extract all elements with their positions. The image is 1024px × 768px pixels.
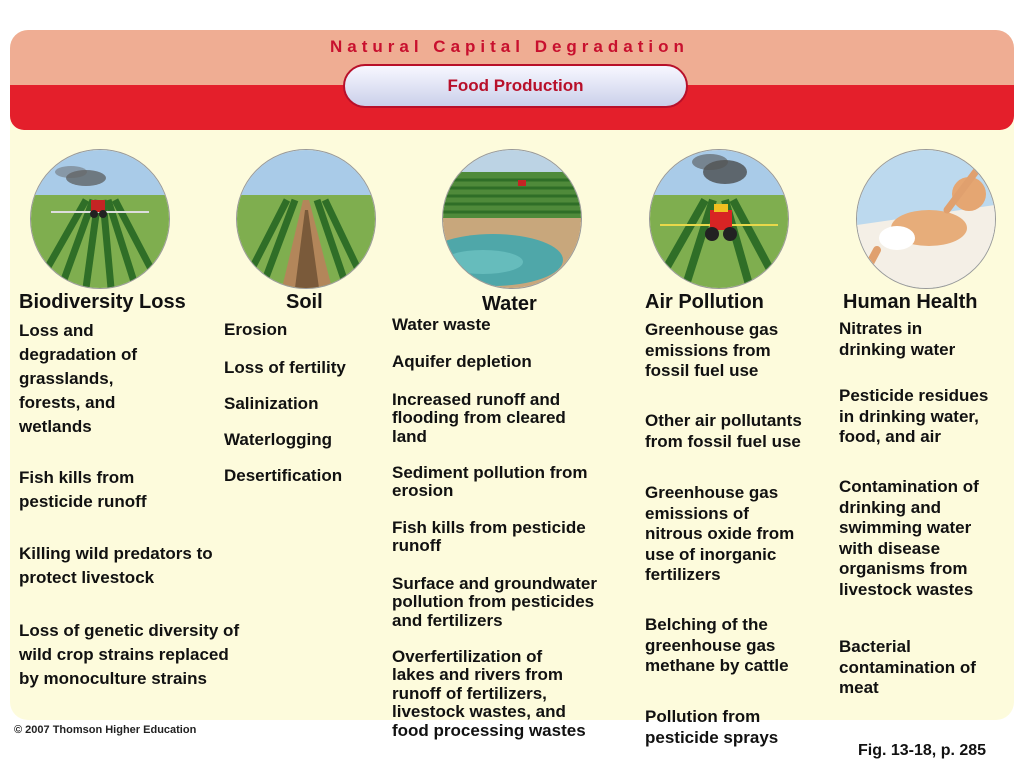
column-heading-health: Human Health xyxy=(843,291,978,313)
copyright-notice: © 2007 Thomson Higher Education xyxy=(14,724,197,736)
biodiversity-item: Killing wild predators to protect livestock xyxy=(19,544,213,587)
water-item: Increased runoff and flooding from cleared land xyxy=(392,390,566,446)
figure-reference: Fig. 13-18, p. 285 xyxy=(858,742,987,759)
soil-item: Salinization xyxy=(224,394,319,413)
air-item: Pollution from pesticide sprays xyxy=(645,707,779,747)
human-health-image xyxy=(856,149,996,289)
subtitle-pill: Food Production xyxy=(343,64,688,108)
soil-item: Loss of fertility xyxy=(224,358,346,377)
water-item: Fish kills from pesticide runoff xyxy=(392,518,586,556)
biodiversity-image xyxy=(30,149,170,289)
air-pollution-image xyxy=(649,149,789,289)
soil-item: Erosion xyxy=(224,320,288,339)
air-item: Greenhouse gas emissions from fossil fuel use xyxy=(645,320,779,380)
water-item: Sediment pollution from erosion xyxy=(392,463,588,501)
biodiversity-item: Fish kills from pesticide runoff xyxy=(19,468,147,511)
biodiversity-item: Loss of genetic diversity of wild crop strains replaced by monoculture strains xyxy=(19,621,240,688)
page-title: Natural Capital Degradation xyxy=(330,37,689,56)
water-item: Surface and groundwater pollution from pesticides and fertilizers xyxy=(392,574,597,630)
biodiversity-item: Loss and degradation of grasslands, forests, and wetlands xyxy=(19,321,138,436)
water-item: Aquifer depletion xyxy=(392,352,532,371)
air-item: Belching of the greenhouse gas methane by cattle xyxy=(645,615,789,675)
water-image xyxy=(442,149,582,289)
health-item: Nitrates in drinking water xyxy=(839,319,956,359)
health-item: Pesticide residues in drinking water, food, and air xyxy=(839,386,989,446)
soil-item: Desertification xyxy=(224,466,343,485)
water-item: Overfertilization of lakes and rivers from runoff of fertilizers, livestock wastes, and food processing wastes xyxy=(392,647,586,740)
health-item: Contamination of drinking and swimming water with disease organisms from livestock wastes xyxy=(839,477,979,599)
air-item: Greenhouse gas emissions of nitrous oxide from use of inorganic fertilizers xyxy=(645,483,795,584)
health-item: Bacterial contamination of meat xyxy=(839,637,976,697)
air-item: Other air pollutants from fossil fuel use xyxy=(645,411,802,451)
water-item: Water waste xyxy=(392,315,491,334)
column-heading-biodiversity: Biodiversity Loss xyxy=(19,291,186,313)
column-heading-water: Water xyxy=(482,293,537,315)
soil-item: Waterlogging xyxy=(224,430,332,449)
soil-image xyxy=(236,149,376,289)
column-heading-air: Air Pollution xyxy=(645,291,764,313)
column-heading-soil: Soil xyxy=(286,291,323,313)
